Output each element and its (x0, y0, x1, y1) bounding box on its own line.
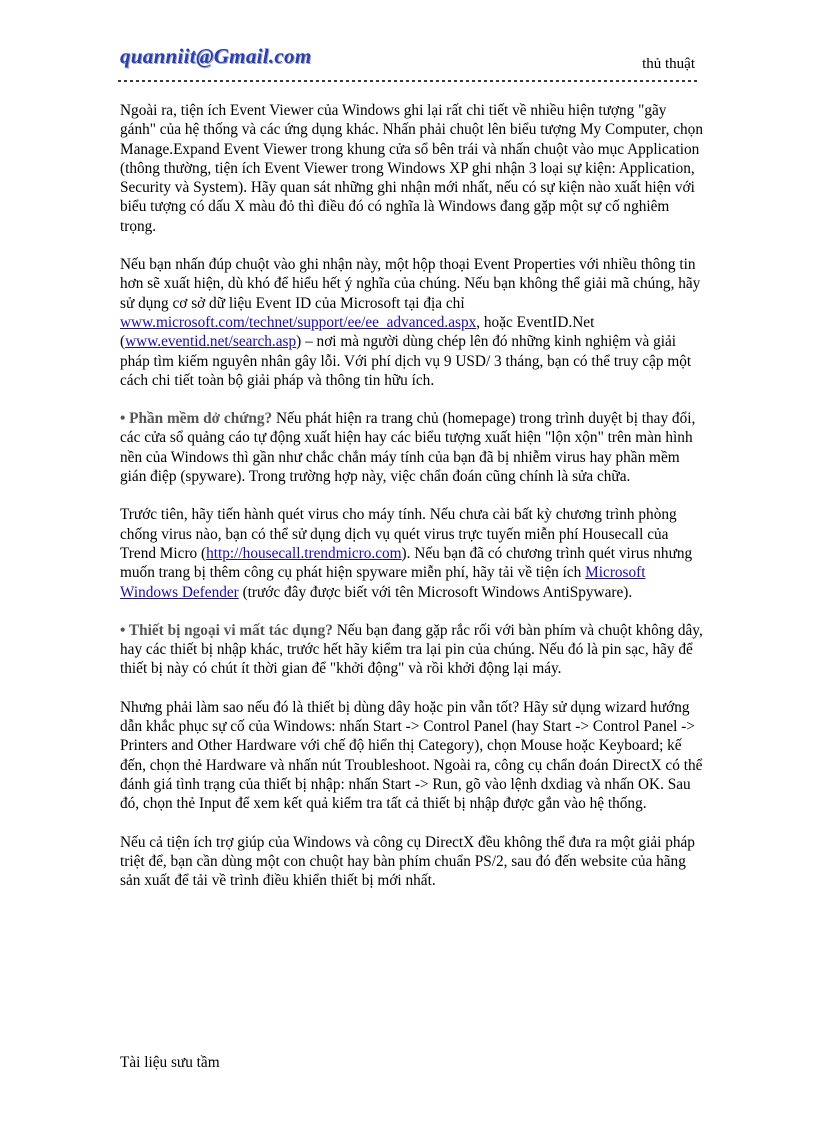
section-heading-peripherals: • Thiết bị ngoại vi mất tác dụng? (120, 621, 333, 639)
paragraph-driver-update: Nếu cả tiện ích trợ giúp của Windows và công cụ DirectX đều không thể đưa ra một giải pháp triệt để, bạn cần dùng một con chuột hay bàn phím chuẩn PS/2, sau đó đến website của hãng sản xuất để tải về trình điều khiển thiết bị mới nhất. (120, 833, 695, 890)
header-category: thủ thuật (642, 56, 695, 72)
paragraph-event-properties (120, 255, 705, 390)
paragraph-software-issues (120, 409, 705, 486)
text-segment: (trước đây được biết với tên Microsoft Windows AntiSpyware). (238, 583, 633, 601)
paragraph-virus-scan (120, 505, 705, 601)
section-heading-software: • Phần mềm dở chứng? (120, 410, 273, 428)
header-divider (118, 80, 698, 82)
text-segment: Trước tiên, hãy tiến hành quét virus cho máy tính. Nếu chưa cài bất kỳ chương trình phòng chống virus nào, bạn có thể sử dụng dịch vụ quét virus trực tuyến miễn phí Housecall của Trend Micro ( (120, 506, 677, 562)
text-segment: Nếu phát hiện ra trang chủ (homepage) trong trình duyệt bị thay đổi, các cửa sổ quảng cáo tự động xuất hiện hay các biểu tượng xuất hiện "lộn xộn" trên màn hình nền của Windows thì gần như chắc chắn máy tính của bạn đã bị nhiễm virus hay phần mềm gián điệp (spyware). Trong trường hợp này, việc chẩn đoán cũng chính là sửa chữa. (120, 410, 696, 486)
page-footer: Tài liệu sưu tầm (120, 1054, 220, 1071)
paragraph-event-viewer: Ngoài ra, tiện ích Event Viewer của Windows ghi lại rất chi tiết về nhiều hiện tượng "gãy gánh" của hệ thống và các ứng dụng khác. Nhấn phải chuột lên biểu tượng My Computer, chọn Manage.Expand Event Viewer trong khung cửa sổ bên trái và nhấn chuột vào mục Application (thông thường, tiện ích Event Viewer trong Windows XP ghi nhận 3 loại sự kiện: Application, Security và System). Hãy quan sát những ghi nhận mới nhất, nếu có sự kiện nào xuất hiện với biểu tượng có dấu X màu đỏ thì điều đó có nghĩa là Windows đang gặp một sự cố nghiêm trọng. (120, 102, 703, 235)
document-body (120, 101, 705, 909)
text-segment: ). Nếu bạn đã có chương trình quét virus nhưng muốn trang bị thêm công cụ phát hiện spyware miễn phí, hãy tải về tiện ích (120, 544, 693, 582)
link-windows-defender[interactable]: Microsoft Windows Defender (120, 564, 646, 601)
text-segment: Nếu bạn đang gặp rắc rối với bàn phím và chuột không dây, hay các thiết bị nhập khác, trước hết hãy kiểm tra lại pin của chúng. Nếu đó là pin sạc, hãy để thiết bị này có chút ít thời gian để "khởi động" và rồi khởi động lại máy. (120, 621, 703, 678)
header-email: quanniit@Gmail.com (120, 44, 312, 68)
paragraph-peripherals (120, 621, 705, 679)
text-segment: Nếu bạn nhấn đúp chuột vào ghi nhận này, một hộp thoại Event Properties với nhiều thông tin hơn sẽ xuất hiện, dù khó để hiểu hết ý nghĩa của chúng. Nếu bạn không thể giải mã chúng, hãy sử dụng cơ sở dữ liệu Event ID của Microsoft tại địa chỉ (120, 256, 701, 312)
link-eventid-net[interactable]: www.eventid.net/search.asp (125, 333, 297, 351)
text-segment: , hoặc EventID.Net ( (120, 313, 595, 351)
link-microsoft-technet[interactable]: www.microsoft.com/technet/support/ee/ee_advanced.aspx (120, 313, 477, 331)
text-segment: ) – nơi mà người dùng chép lên đó những kinh nghiệm và giải pháp tìm kiếm nguyên nhân gây lỗi. Với phí dịch vụ 9 USD/ 3 tháng, bạn có thể truy cập một cách chi tiết toàn bộ giải pháp và thông tin hữu ích. (120, 333, 692, 389)
paragraph-troubleshoot-wizard: Nhưng phải làm sao nếu đó là thiết bị dùng dây hoặc pin vẫn tốt? Hãy sử dụng wizard hướng dẫn khắc phục sự cố của Windows: nhấn Start -> Control Panel (hay Start -> Control Panel -> Printers and Other Hardware với chế độ hiển thị Category), chọn Mouse hoặc Keyboard; kế đến, chọn thẻ Hardware và nhấn nút Troubleshoot. Ngoài ra, công cụ chẩn đoán DirectX có thể đánh giá tình trạng của thiết bị nhập: nhấn Start -> Run, gõ vào lệnh dxdiag và nhấn OK. Sau đó, chọn thẻ Input để xem kết quả kiểm tra tất cả thiết bị nhập được gắn vào hệ thống. (120, 698, 703, 813)
link-housecall[interactable]: http://housecall.trendmicro.com (206, 544, 402, 562)
